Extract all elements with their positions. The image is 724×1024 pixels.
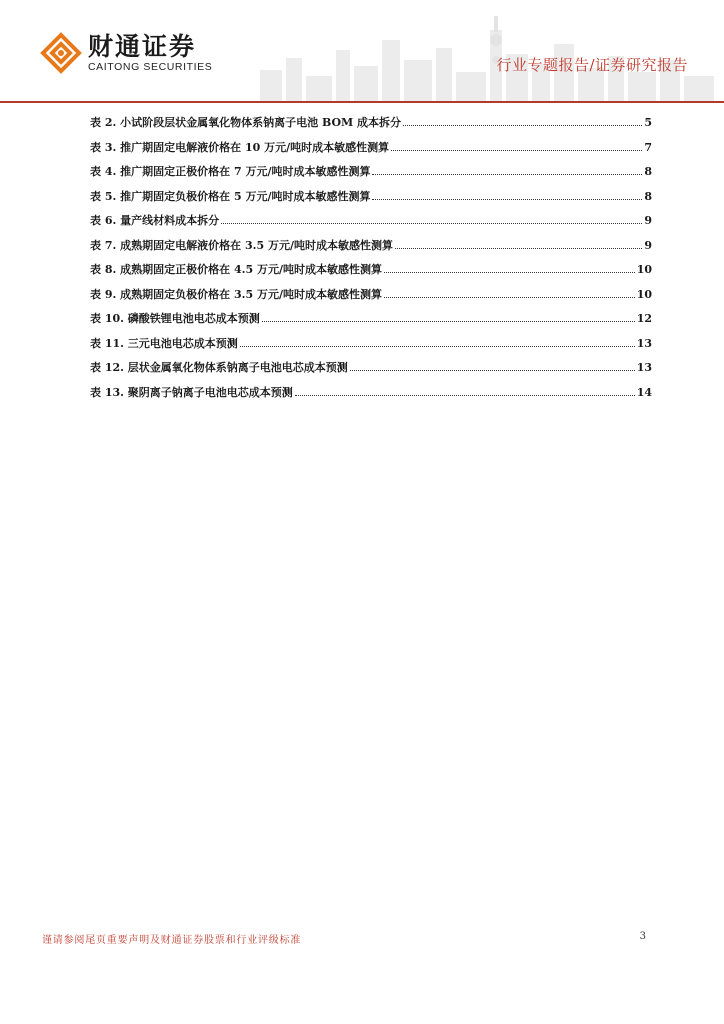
header-divider [0, 101, 724, 103]
table-of-contents [90, 114, 652, 408]
toc-entry[interactable] [90, 163, 652, 188]
toc-dot-leader [240, 346, 635, 347]
toc-entry-title: 表 10. 磷酸铁锂电池电芯成本预测 [90, 312, 260, 325]
logo-chinese-name: 财通证券 [88, 32, 197, 61]
toc-entry[interactable] [90, 384, 652, 409]
toc-entry[interactable] [90, 310, 652, 335]
toc-entry-page: 9 [644, 238, 652, 252]
toc-entry-title: 表 11. 三元电池电芯成本预测 [90, 336, 238, 350]
toc-entry-page: 8 [644, 165, 652, 178]
logo-english-name: CAITONG SECURITIES [88, 61, 213, 73]
toc-entry[interactable] [90, 188, 652, 213]
toc-entry[interactable] [90, 114, 652, 139]
toc-dot-leader [384, 272, 635, 273]
toc-entry[interactable] [90, 139, 652, 164]
toc-dot-leader [372, 174, 642, 175]
toc-entry-page: 10 [636, 263, 652, 276]
toc-entry-page: 5 [644, 116, 652, 129]
toc-entry-title: 表 6. 量产线材料成本拆分 [90, 214, 220, 227]
logo-text [88, 33, 212, 73]
toc-entry-title: 表 2. 小试阶段层状金属氧化物体系钠离子电池 BOM 成本拆分 [90, 116, 402, 129]
page-header [0, 0, 724, 104]
toc-entry-page: 14 [636, 385, 652, 399]
toc-dot-leader [384, 297, 635, 298]
toc-entry-page: 8 [644, 189, 652, 203]
company-logo [40, 32, 212, 74]
toc-entry[interactable] [90, 237, 652, 262]
toc-entry-title: 表 4. 推广期固定正极价格在 7 万元/吨时成本敏感性测算 [90, 165, 371, 178]
toc-entry-title: 表 5. 推广期固定负极价格在 5 万元/吨时成本敏感性测算 [90, 189, 371, 203]
toc-entry[interactable] [90, 335, 652, 360]
page-number: 3 [639, 931, 646, 942]
toc-entry[interactable] [90, 261, 652, 286]
footer-disclaimer: 谨请参阅尾页重要声明及财通证券股票和行业评级标准 [42, 935, 302, 946]
caitong-logo-icon [40, 32, 82, 74]
toc-dot-leader [403, 125, 642, 126]
toc-entry[interactable] [90, 286, 652, 311]
toc-dot-leader [391, 150, 642, 151]
toc-dot-leader [395, 248, 642, 249]
toc-entry[interactable] [90, 212, 652, 237]
toc-entry-page: 13 [636, 361, 652, 374]
toc-entry-title: 表 8. 成熟期固定正极价格在 4.5 万元/吨时成本敏感性测算 [90, 263, 382, 276]
toc-entry-page: 9 [644, 214, 652, 227]
report-type-label: 行业专题报告/证券研究报告 [496, 56, 688, 74]
toc-entry-page: 12 [636, 312, 652, 325]
toc-dot-leader [350, 370, 635, 371]
toc-dot-leader [262, 321, 635, 322]
toc-dot-leader [295, 395, 635, 396]
toc-entry-title: 表 3. 推广期固定电解液价格在 10 万元/吨时成本敏感性测算 [90, 140, 390, 154]
toc-dot-leader [221, 223, 642, 224]
toc-entry-title: 表 12. 层状金属氧化物体系钠离子电池电芯成本预测 [90, 361, 348, 374]
toc-dot-leader [372, 199, 642, 200]
toc-entry-page: 7 [644, 140, 652, 154]
toc-entry-title: 表 7. 成熟期固定电解液价格在 3.5 万元/吨时成本敏感性测算 [90, 238, 393, 252]
toc-entry[interactable] [90, 359, 652, 384]
toc-entry-title: 表 9. 成熟期固定负极价格在 3.5 万元/吨时成本敏感性测算 [90, 287, 382, 301]
toc-entry-title: 表 13. 聚阴离子钠离子电池电芯成本预测 [90, 385, 293, 399]
toc-entry-page: 13 [636, 336, 652, 350]
toc-entry-page: 10 [636, 287, 652, 301]
